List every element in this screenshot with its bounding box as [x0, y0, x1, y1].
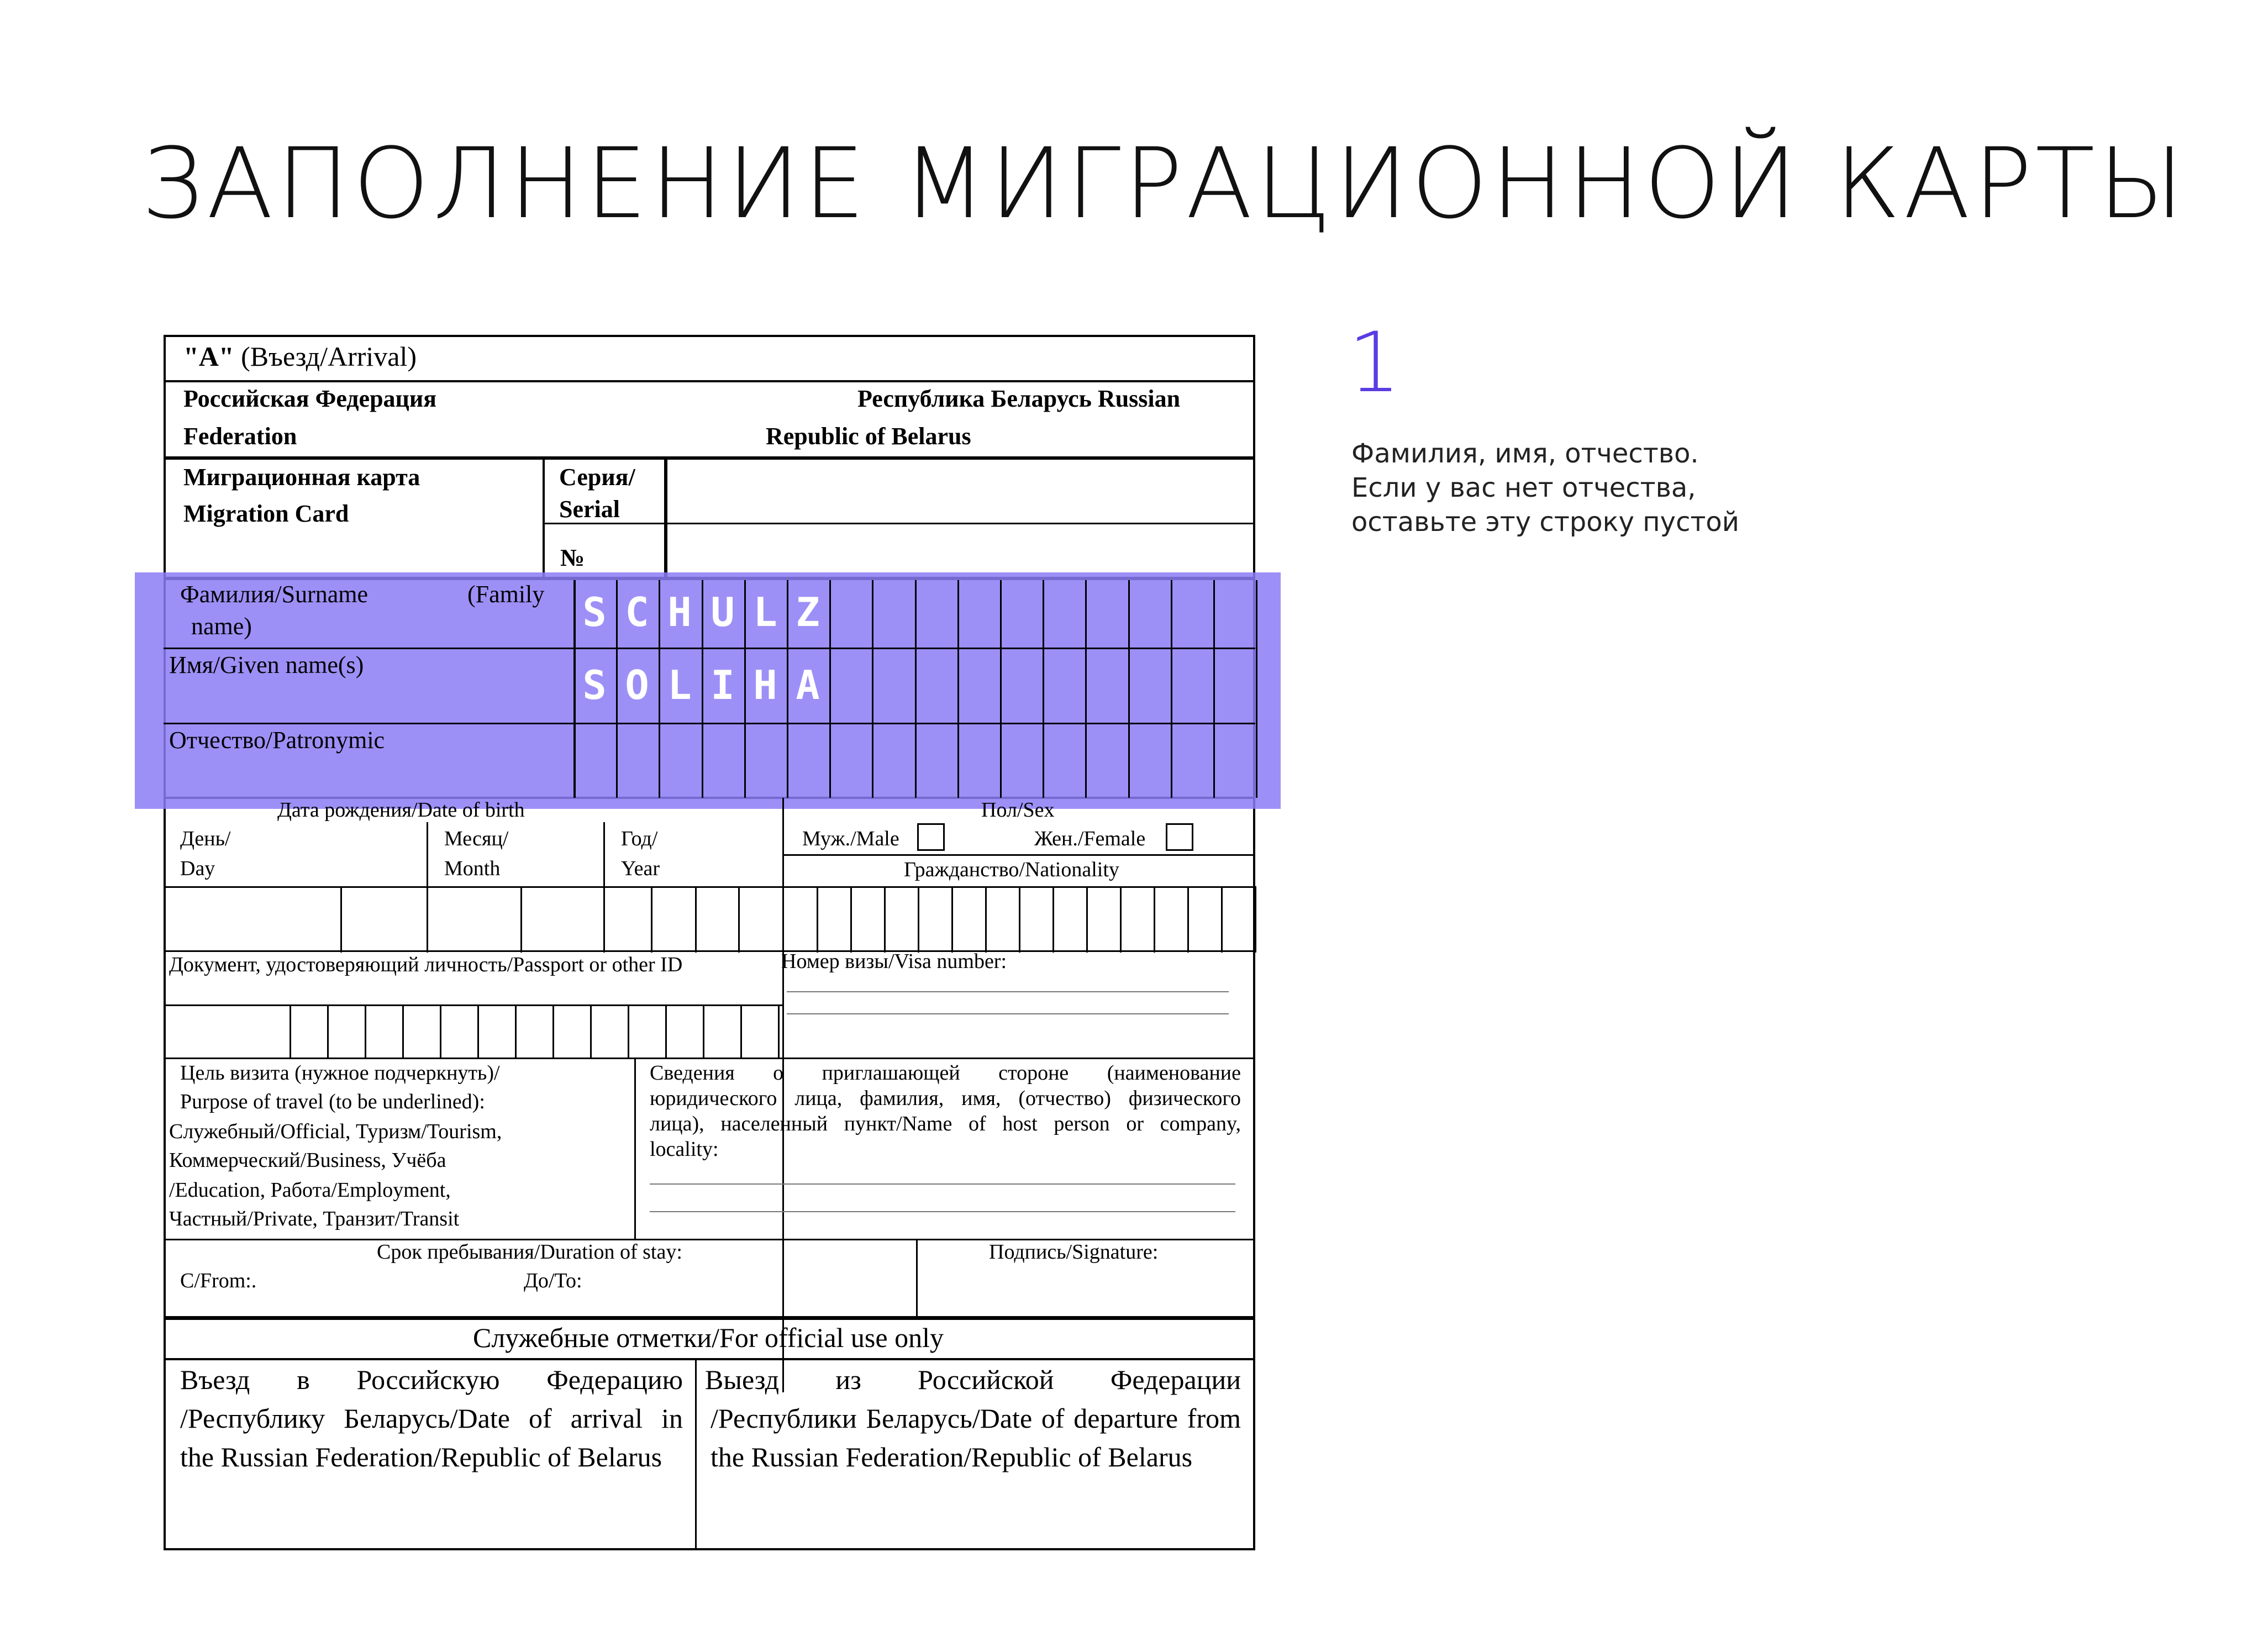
- card-title-ru: Миграционная карта: [183, 464, 420, 491]
- purpose-line: Коммерческий/Business, Учёба: [169, 1149, 446, 1172]
- step-note: [1351, 436, 1739, 539]
- grid-line: [590, 1004, 592, 1058]
- card-title-en: Migration Card: [183, 500, 349, 527]
- female-label: Жен./Female: [1034, 827, 1146, 850]
- purpose-line: Цель визита (нужное подчеркнуть)/: [180, 1061, 500, 1085]
- surname-label-family: (Family: [467, 581, 545, 608]
- grid-line: [817, 886, 818, 953]
- note-line: Фамилия, имя, отчество.: [1351, 438, 1699, 469]
- rb-line1: Республика Беларусь Russian: [857, 385, 1181, 412]
- grid-line: [918, 886, 919, 953]
- month-label: Месяц/: [444, 827, 509, 850]
- duration-label: Срок пребывания/Duration of stay:: [377, 1240, 682, 1264]
- grid-line: [985, 886, 987, 953]
- host-line: locality:: [650, 1138, 719, 1161]
- exit-line: the Russian Federation/Republic of Belarus: [711, 1441, 1193, 1472]
- rb-line2: Republic of Belarus: [766, 423, 971, 450]
- official-use-label: Служебные отметки/For official use only: [473, 1322, 944, 1353]
- number-label: №: [560, 544, 585, 571]
- purpose-line: Purpose of travel (to be underlined):: [180, 1090, 485, 1113]
- grid-line: [740, 1004, 742, 1058]
- female-checkbox[interactable]: [1166, 823, 1193, 851]
- patronymic-label: Отчество/Patronymic: [169, 727, 385, 754]
- surname-letter: Z: [796, 589, 820, 635]
- male-label: Муж./Male: [802, 827, 899, 850]
- given-label: Имя/Given name(s): [169, 651, 364, 678]
- series-label-1: Серия/: [559, 464, 635, 491]
- rf-line2: Federation: [183, 423, 297, 450]
- exit-line: /Республики Беларусь/Date of departure from: [711, 1403, 1241, 1434]
- day-label-en: Day: [180, 857, 215, 880]
- grid-line: [1120, 886, 1122, 953]
- entry-line: /Республику Беларусь/Date of arrival in: [180, 1403, 683, 1434]
- grid-line: [884, 886, 886, 953]
- surname-label: Фамилия/Surname: [180, 581, 369, 608]
- grid-line: [402, 1004, 404, 1058]
- host-line: Сведения о приглашающей стороне (наименование: [650, 1061, 1241, 1085]
- year-label-en: Year: [621, 857, 660, 880]
- grid-line: [365, 1004, 366, 1058]
- note-line: Если у вас нет отчества,: [1351, 472, 1696, 503]
- page-title: ЗАПОЛНЕНИЕ МИГРАЦИОННОЙ КАРТЫ: [141, 127, 2187, 240]
- purpose-line: Частный/Private, Транзит/Transit: [169, 1207, 460, 1230]
- male-checkbox[interactable]: [917, 823, 945, 851]
- surname-label-name: name): [191, 613, 252, 640]
- day-label: День/: [180, 827, 231, 850]
- grid-line: [665, 1004, 667, 1058]
- grid-line: [440, 1004, 441, 1058]
- given-letter: I: [711, 662, 735, 708]
- grid-line: [1086, 886, 1088, 953]
- from-label: С/From:.: [180, 1269, 257, 1292]
- grid-line: [1221, 886, 1223, 953]
- grid-line: [477, 1004, 479, 1058]
- grid-line: [778, 1004, 780, 1058]
- grid-line: [290, 1004, 291, 1058]
- series-label-2: Serial: [559, 496, 620, 523]
- entry-line: Въезд в Российскую Федерацию: [180, 1364, 683, 1395]
- grid-line: [515, 1004, 517, 1058]
- grid-line: [1187, 886, 1189, 953]
- arrival-mark: "A": [183, 341, 234, 372]
- arrival-text: (Въезд/Arrival): [241, 341, 417, 372]
- nationality-label: Гражданство/Nationality: [904, 858, 1119, 881]
- sex-label: Пол/Sex: [981, 798, 1055, 822]
- given-letter: O: [625, 662, 649, 708]
- step-number: 1: [1348, 315, 1401, 411]
- grid-line: [1052, 886, 1054, 953]
- dob-label: Дата рождения/Date of birth: [277, 798, 525, 822]
- to-label: До/To:: [524, 1269, 582, 1292]
- grid-line: [850, 886, 852, 953]
- visa-label: Номер визы/Visa number:: [781, 950, 1007, 973]
- grid-line: [552, 1004, 554, 1058]
- given-letter: H: [753, 662, 777, 708]
- surname-letter: H: [667, 589, 692, 635]
- surname-letter: S: [582, 589, 607, 635]
- grid-line: [327, 1004, 329, 1058]
- surname-letter: L: [753, 589, 777, 635]
- document-label: Документ, удостоверяющий личность/Passport or other ID: [169, 953, 683, 976]
- exit-line: Выезд из Российской Федерации: [705, 1364, 1241, 1395]
- given-letter: A: [796, 662, 820, 708]
- host-line: юридического лица, фамилия, имя, (отчество) физического: [650, 1087, 1241, 1110]
- month-label-en: Month: [444, 857, 501, 880]
- grid-line: [951, 886, 953, 953]
- given-letter: S: [582, 662, 607, 708]
- grid-line: [1255, 886, 1256, 953]
- surname-letter: C: [625, 589, 649, 635]
- given-letter: L: [667, 662, 692, 708]
- grid-line: [1154, 886, 1155, 953]
- grid-line: [628, 1004, 629, 1058]
- purpose-line: /Education, Работа/Employment,: [169, 1179, 451, 1202]
- surname-letter: U: [711, 589, 735, 635]
- year-label: Год/: [621, 827, 658, 850]
- entry-line: the Russian Federation/Republic of Belarus: [180, 1441, 662, 1472]
- note-line: оставьте эту строку пустой: [1351, 507, 1739, 538]
- purpose-line: Служебный/Official, Туризм/Tourism,: [169, 1120, 502, 1143]
- grid-line: [703, 1004, 704, 1058]
- host-line: лица), населенный пункт/Name of host person or company,: [650, 1112, 1241, 1135]
- form-lower: [164, 335, 1255, 1550]
- signature-label: Подпись/Signature:: [989, 1240, 1159, 1264]
- rf-line1: Российская Федерация: [183, 385, 437, 412]
- grid-line: [1019, 886, 1020, 953]
